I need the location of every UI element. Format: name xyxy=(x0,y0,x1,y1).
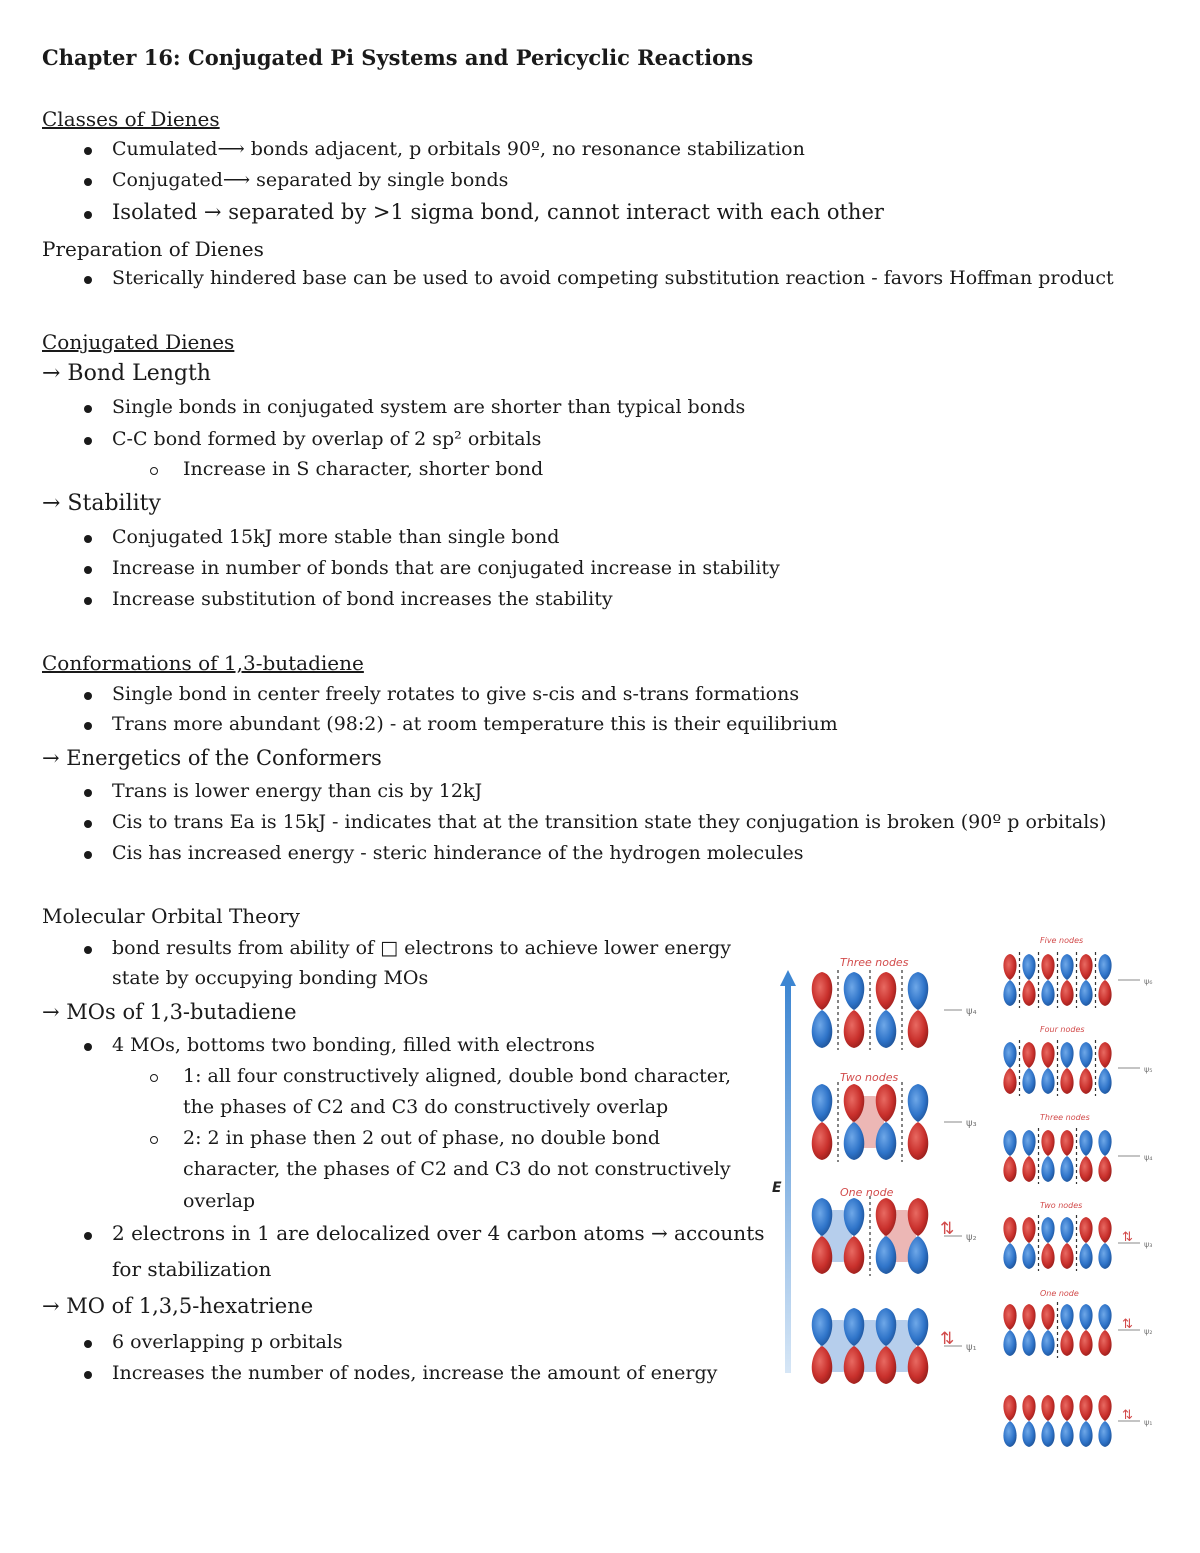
p-orbital-lobe-top xyxy=(1041,1217,1054,1243)
level-label: Three nodes xyxy=(1040,1113,1090,1122)
p-orbital-lobe-bottom xyxy=(1098,1243,1111,1269)
level-label: Three nodes xyxy=(840,956,909,969)
energetics-item-2: Cis to trans Ea is 15kJ - indicates that at the transition state they conjugation is broken (90º p orbitals) xyxy=(112,811,1107,833)
bullet xyxy=(84,535,92,543)
electron-pair: ⇅ xyxy=(1122,1230,1133,1245)
bullet xyxy=(84,692,92,700)
bullet xyxy=(84,437,92,445)
bond-length-item-2: C-C bond formed by overlap of 2 sp² orbitals xyxy=(112,428,542,450)
p-orbital-lobe-bottom xyxy=(1022,1068,1035,1094)
bullet xyxy=(84,1371,92,1379)
p-orbital-lobe-bottom xyxy=(1041,1243,1054,1269)
psi-label: ψ₂ xyxy=(966,1232,977,1243)
bullet xyxy=(84,211,92,219)
psi-label: ψ₅ xyxy=(1144,1065,1153,1074)
classes-heading: Classes of Dienes xyxy=(42,107,220,131)
p-orbital-lobe-bottom xyxy=(1098,1068,1111,1094)
psi-label: ψ₃ xyxy=(966,1118,977,1129)
hexatriene-item-1: 6 overlapping p orbitals xyxy=(112,1331,343,1353)
p-orbital-lobe-top xyxy=(1079,1395,1092,1421)
level-label: One node xyxy=(840,1186,894,1199)
stability-item-3: Increase substitution of bond increases the stability xyxy=(112,588,613,610)
p-orbital-lobe-bottom xyxy=(1003,980,1016,1006)
p-orbital-lobe-bottom xyxy=(1022,1243,1035,1269)
p-orbital-lobe-top xyxy=(1003,1395,1016,1421)
p-orbital-lobe-bottom xyxy=(1041,1330,1054,1356)
p-orbital-lobe-top xyxy=(1098,1130,1111,1156)
page-title: Chapter 16: Conjugated Pi Systems and Pericyclic Reactions xyxy=(42,45,754,70)
p-orbital-lobe-top xyxy=(1041,1042,1054,1068)
p-orbital-lobe-top xyxy=(1022,1130,1035,1156)
classes-item-1: Cumulated⟶ bonds adjacent, p orbitals 90º, no resonance stabilization xyxy=(112,138,805,160)
bullet xyxy=(84,147,92,155)
p-orbital-lobe-bottom xyxy=(1003,1330,1016,1356)
p-orbital-lobe-bottom xyxy=(844,1010,865,1048)
butadiene-sub2-line3: overlap xyxy=(183,1190,256,1212)
p-orbital-lobe-top xyxy=(1022,1217,1035,1243)
p-orbital-lobe-bottom xyxy=(1060,1421,1073,1447)
bullet xyxy=(84,1232,92,1240)
bullet xyxy=(84,178,92,186)
p-orbital-lobe-top xyxy=(1041,1395,1054,1421)
p-orbital-lobe-bottom xyxy=(1041,1068,1054,1094)
bond-length-item-1: Single bonds in conjugated system are shorter than typical bonds xyxy=(112,396,746,418)
p-orbital-lobe-bottom xyxy=(1022,1421,1035,1447)
level-label: Five nodes xyxy=(1040,936,1084,945)
p-orbital-lobe-bottom xyxy=(1098,1156,1111,1182)
p-orbital-lobe-top xyxy=(1003,1217,1016,1243)
psi-label: ψ₄ xyxy=(966,1006,977,1017)
p-orbital-lobe-top xyxy=(876,972,897,1010)
energetics-item-3: Cis has increased energy - steric hinderance of the hydrogen molecules xyxy=(112,842,804,864)
p-orbital-lobe-bottom xyxy=(812,1122,833,1160)
bond-length-subitem-1: Increase in S character, shorter bond xyxy=(183,458,544,480)
butadiene-sub1-line1: 1: all four constructively aligned, double bond character, xyxy=(183,1065,732,1087)
bullet xyxy=(84,1043,92,1051)
energy-axis-label: E xyxy=(772,1180,782,1196)
p-orbital-lobe-top xyxy=(1003,1304,1016,1330)
p-orbital-lobe-bottom xyxy=(1098,1330,1111,1356)
stability-item-1: Conjugated 15kJ more stable than single bond xyxy=(112,526,560,548)
p-orbital-lobe-bottom xyxy=(1060,1243,1073,1269)
energetics-item-1: Trans is lower energy than cis by 12kJ xyxy=(112,780,483,802)
electron-pair: ⇅ xyxy=(940,1329,955,1349)
p-orbital-lobe-top xyxy=(1022,1042,1035,1068)
classes-item-2: Conjugated⟶ separated by single bonds xyxy=(112,169,509,191)
p-orbital-lobe-top xyxy=(1060,1042,1073,1068)
p-orbital-lobe-top xyxy=(1041,954,1054,980)
conjugated-heading: Conjugated Dienes xyxy=(42,330,235,354)
p-orbital-lobe-bottom xyxy=(1079,1068,1092,1094)
p-orbital-lobe-bottom xyxy=(1060,980,1073,1006)
psi-label: ψ₂ xyxy=(1144,1327,1153,1336)
p-orbital-lobe-bottom xyxy=(1041,1156,1054,1182)
p-orbital-lobe-bottom xyxy=(1098,1421,1111,1447)
butadiene-sub2-line2: character, the phases of C2 and C3 do not constructively xyxy=(183,1158,731,1180)
preparation-item-1: Sterically hindered base can be used to avoid competing substitution reaction - favors Hoffman product xyxy=(112,267,1114,289)
bullet xyxy=(84,276,92,284)
p-orbital-lobe-top xyxy=(1079,1042,1092,1068)
butadiene-item-1: 4 MOs, bottoms two bonding, filled with electrons xyxy=(112,1034,595,1056)
p-orbital-lobe-top xyxy=(1098,1304,1111,1330)
psi-label: ψ₃ xyxy=(1144,1240,1153,1249)
conformations-item-1: Single bond in center freely rotates to give s-cis and s-trans formations xyxy=(112,683,800,705)
p-orbital-lobe-bottom xyxy=(1060,1156,1073,1182)
p-orbital-lobe-top xyxy=(1003,1130,1016,1156)
mo-theory-heading: Molecular Orbital Theory xyxy=(42,904,300,928)
p-orbital-lobe-top xyxy=(1079,1304,1092,1330)
p-orbital-lobe-bottom xyxy=(908,1122,929,1160)
butadiene-sub1-line2: the phases of C2 and C3 do constructively overlap xyxy=(183,1096,669,1118)
hexatriene-heading: → MO of 1,3,5-hexatriene xyxy=(42,1294,314,1318)
butadiene-sub2-line1: 2: 2 in phase then 2 out of phase, no double bond xyxy=(183,1127,661,1149)
p-orbital-lobe-top xyxy=(844,972,865,1010)
electron-pair: ⇅ xyxy=(1122,1408,1133,1423)
classes-item-3: Isolated → separated by >1 sigma bond, cannot interact with each other xyxy=(112,200,884,224)
p-orbital-lobe-top xyxy=(1098,1042,1111,1068)
p-orbital-lobe-top xyxy=(1098,1395,1111,1421)
p-orbital-lobe-top xyxy=(1041,1304,1054,1330)
p-orbital-lobe-bottom xyxy=(1003,1421,1016,1447)
butadiene-item-2-line2: for stabilization xyxy=(112,1257,272,1281)
stability-item-2: Increase in number of bonds that are conjugated increase in stability xyxy=(112,557,780,579)
level-label: Two nodes xyxy=(1040,1201,1083,1210)
p-orbital-lobe-top xyxy=(812,1084,833,1122)
p-orbital-lobe-top xyxy=(1060,1395,1073,1421)
mo-diagram xyxy=(772,928,1182,1458)
level-label: Four nodes xyxy=(1040,1025,1085,1034)
p-orbital-lobe-top xyxy=(1079,954,1092,980)
bullet xyxy=(84,820,92,828)
level-label: One node xyxy=(1040,1289,1079,1298)
p-orbital-lobe-bottom xyxy=(1022,1330,1035,1356)
p-orbital-lobe-bottom xyxy=(1079,1330,1092,1356)
bullet xyxy=(84,1340,92,1348)
p-orbital-lobe-top xyxy=(812,972,833,1010)
conformations-heading: Conformations of 1,3-butadiene xyxy=(42,651,364,675)
p-orbital-lobe-top xyxy=(1003,954,1016,980)
p-orbital-lobe-bottom xyxy=(1041,980,1054,1006)
p-orbital-lobe-bottom xyxy=(1003,1068,1016,1094)
p-orbital-lobe-bottom xyxy=(1022,980,1035,1006)
preparation-heading: Preparation of Dienes xyxy=(42,237,264,261)
stability-heading: → Stability xyxy=(42,491,161,516)
bullet xyxy=(84,946,92,954)
p-orbital-lobe-top xyxy=(1079,1130,1092,1156)
p-orbital-lobe-bottom xyxy=(1079,1243,1092,1269)
p-orbital-lobe-top xyxy=(1060,1217,1073,1243)
p-orbital-lobe-bottom xyxy=(1060,1330,1073,1356)
p-orbital-lobe-bottom xyxy=(908,1010,929,1048)
p-orbital-lobe-top xyxy=(1060,1304,1073,1330)
p-orbital-lobe-bottom xyxy=(812,1010,833,1048)
p-orbital-lobe-top xyxy=(1041,1130,1054,1156)
psi-label: ψ₄ xyxy=(1144,1153,1153,1162)
p-orbital-lobe-top xyxy=(1022,1395,1035,1421)
p-orbital-lobe-bottom xyxy=(1022,1156,1035,1182)
bullet xyxy=(84,405,92,413)
mo-item-line2: state by occupying bonding MOs xyxy=(112,967,429,989)
bullet xyxy=(84,597,92,605)
p-orbital-lobe-bottom xyxy=(1003,1243,1016,1269)
p-orbital-lobe-top xyxy=(908,1084,929,1122)
sub-bullet xyxy=(150,1136,158,1144)
sub-bullet xyxy=(150,467,158,475)
energetics-heading: → Energetics of the Conformers xyxy=(42,746,382,770)
bullet xyxy=(84,789,92,797)
p-orbital-lobe-bottom xyxy=(1079,980,1092,1006)
p-orbital-lobe-top xyxy=(1098,1217,1111,1243)
energy-arrow-shaft xyxy=(785,983,791,1373)
p-orbital-lobe-top xyxy=(908,972,929,1010)
p-orbital-lobe-top xyxy=(1079,1217,1092,1243)
p-orbital-lobe-top xyxy=(1022,954,1035,980)
p-orbital-lobe-bottom xyxy=(876,1010,897,1048)
p-orbital-lobe-top xyxy=(1003,1042,1016,1068)
bullet xyxy=(84,566,92,574)
psi-label: ψ₁ xyxy=(966,1342,977,1353)
p-orbital-lobe-top xyxy=(1060,1130,1073,1156)
p-orbital-lobe-top xyxy=(1098,954,1111,980)
p-orbital-lobe-bottom xyxy=(1003,1156,1016,1182)
bullet xyxy=(84,722,92,730)
p-orbital-lobe-bottom xyxy=(1060,1068,1073,1094)
bond-length-heading: → Bond Length xyxy=(42,361,211,386)
p-orbital-lobe-bottom xyxy=(1098,980,1111,1006)
psi-label: ψ₁ xyxy=(1144,1418,1153,1427)
p-orbital-lobe-bottom xyxy=(1079,1156,1092,1182)
butadiene-item-2-line1: 2 electrons in 1 are delocalized over 4 carbon atoms → accounts xyxy=(112,1221,765,1245)
p-orbital-lobe-top xyxy=(1022,1304,1035,1330)
butadiene-heading: → MOs of 1,3-butadiene xyxy=(42,1000,297,1024)
level-label: Two nodes xyxy=(840,1071,899,1084)
bullet xyxy=(84,851,92,859)
conformations-item-2: Trans more abundant (98:2) - at room temperature this is their equilibrium xyxy=(112,713,838,735)
electron-pair: ⇅ xyxy=(940,1219,955,1239)
p-orbital-lobe-bottom xyxy=(1041,1421,1054,1447)
electron-pair: ⇅ xyxy=(1122,1317,1133,1332)
hexatriene-item-2: Increases the number of nodes, increase the amount of energy xyxy=(112,1362,718,1384)
psi-label: ψ₆ xyxy=(1144,977,1153,986)
energy-arrow-head xyxy=(780,970,796,986)
p-orbital-lobe-bottom xyxy=(1079,1421,1092,1447)
p-orbital-lobe-top xyxy=(1060,954,1073,980)
sub-bullet xyxy=(150,1074,158,1082)
mo-item-line1: bond results from ability of □ electrons to achieve lower energy xyxy=(112,937,731,959)
